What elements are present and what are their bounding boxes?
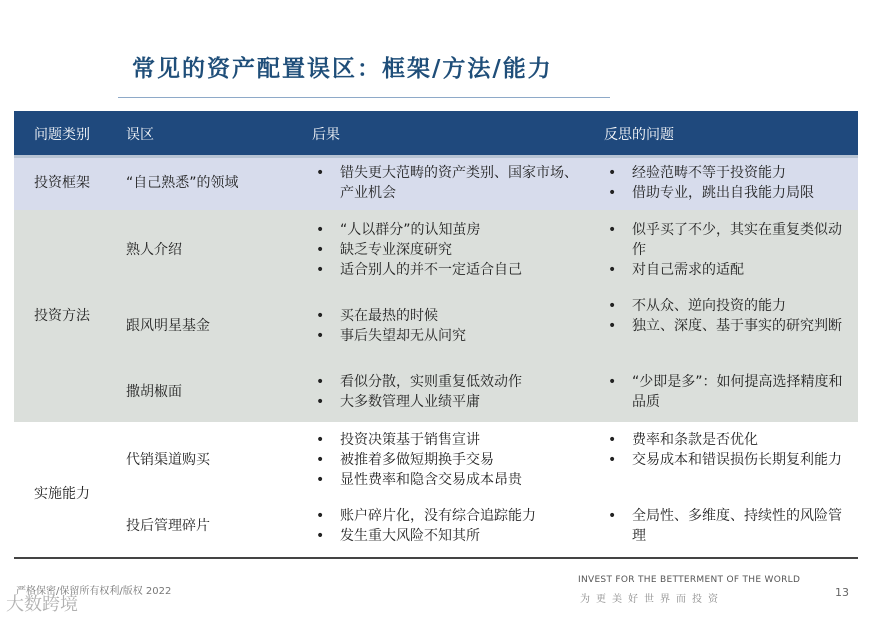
page-title: 常见的资产配置误区：框架/方法/能力 bbox=[132, 56, 553, 82]
list-item: • 交易成本和错误损伤长期复利能力 bbox=[604, 450, 854, 470]
list-item: • 适合别人的并不一定适合自己 bbox=[312, 260, 584, 280]
header-consequence: 后果 bbox=[312, 127, 340, 143]
watermark-logo: 大数跨境 bbox=[6, 594, 78, 615]
list-item: • 独立、深度、基于事实的研究判断 bbox=[604, 316, 854, 336]
list-item: • 不从众、逆向投资的能力 bbox=[604, 296, 854, 316]
header-reflection: 反思的问题 bbox=[604, 127, 674, 143]
list-item: • 买在最热的时候 bbox=[312, 306, 584, 326]
list-item: • 借助专业，跳出自我能力局限 bbox=[604, 183, 854, 203]
copyright-text: 严格保密/保留所有权利/版权 2022 bbox=[16, 586, 172, 597]
consequence-list bbox=[312, 506, 584, 546]
list-item: • 账户碎片化，没有综合追踪能力 bbox=[312, 506, 584, 526]
list-item: • 对自己需求的适配 bbox=[604, 260, 854, 280]
category-label: 投资框架 bbox=[34, 175, 90, 191]
misconception-cell: 撒胡椒面 bbox=[126, 384, 182, 400]
list-item: • 发生重大风险不知其所 bbox=[312, 526, 584, 546]
list-item: • 事后失望却无从问究 bbox=[312, 326, 584, 346]
misconception-cell: 跟风明星基金 bbox=[126, 318, 210, 334]
page-number: 13 bbox=[835, 586, 849, 599]
reflection-list bbox=[604, 506, 854, 546]
consequence-list bbox=[312, 372, 584, 412]
list-item: • 错失更大范畴的资产类别、国家市场、产业机会 bbox=[312, 163, 584, 203]
list-item: • 似乎买了不少，其实在重复类似动作 bbox=[604, 220, 854, 260]
table-group-framework bbox=[14, 158, 858, 210]
list-item: • 全局性、多维度、持续性的风险管理 bbox=[604, 506, 854, 546]
header-category: 问题类别 bbox=[34, 127, 90, 143]
list-item: • 显性费率和隐含交易成本昂贵 bbox=[312, 470, 584, 490]
list-item: • “人以群分”的认知茧房 bbox=[312, 220, 584, 240]
reflection-list bbox=[604, 372, 854, 412]
list-item: • 大多数管理人业绩平庸 bbox=[312, 392, 584, 412]
category-label: 实施能力 bbox=[34, 486, 90, 502]
reflection-list bbox=[604, 296, 854, 336]
list-item: • 被推着多做短期换手交易 bbox=[312, 450, 584, 470]
consequence-list bbox=[312, 220, 584, 280]
reflection-list bbox=[604, 430, 854, 470]
tagline-cn: 为更美好世界而投资 bbox=[580, 594, 724, 605]
title-underline bbox=[118, 97, 610, 98]
reflection-list bbox=[604, 163, 854, 203]
list-item: • 缺乏专业深度研究 bbox=[312, 240, 584, 260]
list-item: • 看似分散，实则重复低效动作 bbox=[312, 372, 584, 392]
misconception-cell: “自己熟悉”的领域 bbox=[126, 175, 239, 191]
misconception-cell: 投后管理碎片 bbox=[126, 518, 210, 534]
misconceptions-table bbox=[14, 111, 858, 557]
consequence-list bbox=[312, 163, 584, 203]
header-misconception: 误区 bbox=[126, 127, 154, 143]
misconception-cell: 代销渠道购买 bbox=[126, 452, 210, 468]
category-label: 投资方法 bbox=[34, 308, 90, 324]
table-group-execution bbox=[14, 422, 858, 559]
tagline-en: INVEST FOR THE BETTERMENT OF THE WORLD bbox=[578, 575, 801, 585]
table-group-method bbox=[14, 210, 858, 422]
reflection-list bbox=[604, 220, 854, 280]
table-header-row bbox=[14, 111, 858, 158]
list-item: • 费率和条款是否优化 bbox=[604, 430, 854, 450]
misconception-cell: 熟人介绍 bbox=[126, 242, 182, 258]
consequence-list bbox=[312, 306, 584, 346]
list-item: • 投资决策基于销售宣讲 bbox=[312, 430, 584, 450]
list-item: • “少即是多”：如何提高选择精度和品质 bbox=[604, 372, 854, 412]
list-item: • 经验范畴不等于投资能力 bbox=[604, 163, 854, 183]
consequence-list bbox=[312, 430, 584, 490]
